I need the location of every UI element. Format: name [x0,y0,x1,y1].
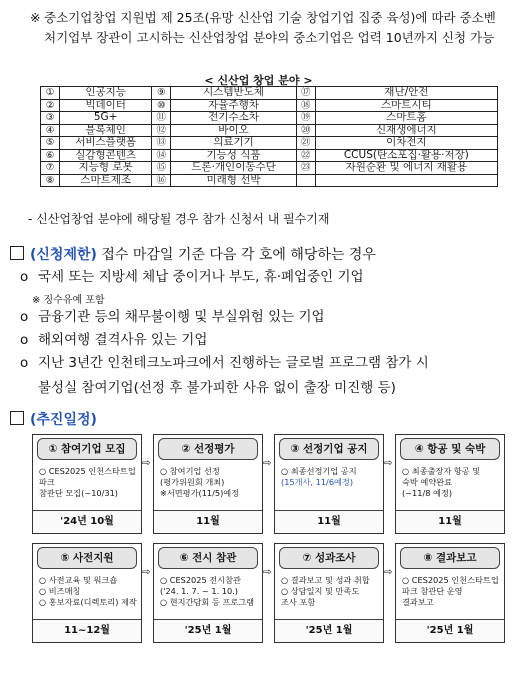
field-name: 지능형 로봇 [60,162,152,175]
field-number: ② [41,99,60,112]
step-description [154,569,262,623]
step-line: ○ 비즈매칭 [39,586,81,596]
schedule-step-card [395,434,505,534]
field-name: 스마트제조 [60,174,152,187]
field-number: ⑬ [152,137,171,150]
step-line: ○ 현지간담회 등 프로그램 [160,597,255,607]
field-name: 5G+ [60,112,152,125]
table-row [41,99,498,112]
step-title: ④ 항공 및 숙박 [400,438,500,460]
step-description [33,569,141,623]
table-row [41,174,498,187]
fields-footnote: - 신산업창업 분야에 해당될 경우 참가 신청서 내 필수기재 [28,212,330,226]
step-line: 숙박 예약완료 [402,477,453,487]
field-number: ⑰ [296,87,315,100]
field-name: 드론·개인이동수단 [171,162,296,175]
schedule-step-card [395,543,505,643]
step-title: ⑦ 성과조사 [279,547,379,569]
step-timing: '25년 1월 [396,619,504,642]
field-number: ⑥ [41,149,60,162]
field-name: 재난/안전 [315,87,497,100]
step-line: ○ 상담일지 및 만족도 [281,586,360,596]
restriction-intro: 접수 마감일 기준 다음 각 호에 해당하는 경우 [101,247,376,263]
field-number: ⑩ [152,99,171,112]
field-number: ① [41,87,60,100]
restriction-item: o 금융기관 등의 채무불이행 및 부실위험 있는 기업 [20,309,325,325]
checkbox-icon [10,411,24,425]
field-name: 시스템반도체 [171,87,296,100]
step-line: ○ 참여기업 선정 [160,466,220,476]
field-name: 이차전지 [315,137,497,150]
field-number: ⑪ [152,112,171,125]
field-number: ⑮ [152,162,171,175]
step-timing: '24년 10월 [33,510,141,533]
table-row [41,124,498,137]
fields-table-title: < 신산업 창업 분야 > [204,74,313,87]
schedule-title: (추진일정) [30,412,97,428]
step-description [275,460,383,514]
field-name: 스마트홈 [315,112,497,125]
step-timing: 11월 [396,510,504,533]
field-number: ⑤ [41,137,60,150]
field-name: 자원순환 및 에너지 재활용 [315,162,497,175]
step-line: (~11/8 예정) [402,488,453,498]
step-line: 결과보고 [402,597,434,607]
step-description [275,569,383,623]
step-description [33,460,141,514]
table-row [41,87,498,100]
note-text: 중소기업창업 지원법 제 25조(유망 신산업 기술 창업기업 집중 육성)에 따라 중소벤처기업부 장관이 고시하는 신산업창업 분야의 중소기업은 업력 10년까지 신청 가능 [44,10,496,45]
field-number: ⑭ [152,149,171,162]
field-name: 실감형콘텐츠 [60,149,152,162]
field-number: ⑯ [152,174,171,187]
step-line: ○ CES2025 인천스타트업파크 [39,466,136,487]
flow-arrow-icon: ⇨ [384,567,393,578]
table-row [41,162,498,175]
step-title: ③ 선정기업 공지 [279,438,379,460]
field-name: 자율주행차 [171,99,296,112]
step-title: ① 참여기업 모집 [37,438,137,460]
step-timing: '25년 1월 [154,619,262,642]
schedule-step-card [32,434,142,534]
field-name: 빅데이터 [60,99,152,112]
restriction-item: o 지난 3년간 인천테크노파크에서 진행하는 글로벌 프로그램 참가 시 [20,355,429,371]
restriction-subnote: ※ 징수유예 포함 [32,295,105,306]
field-name: 스마트시티 [315,99,497,112]
schedule-step-card [153,543,263,643]
restriction-item: o 국세 또는 지방세 체납 중이거나 부도, 휴·폐업중인 기업 [20,269,364,285]
field-name: 미래형 선박 [171,174,296,187]
field-name: 바이오 [171,124,296,137]
schedule-step-card [274,434,384,534]
step-timing: 11월 [154,510,262,533]
restriction-continuation: 불성실 참여기업(선정 후 불가피한 사유 없이 출장 미진행 등) [38,380,396,396]
step-line: ○ 최종출장자 항공 및 [402,466,481,476]
step-timing: '25년 1월 [275,619,383,642]
step-line: ○ CES2025 인천스타트업 [402,575,499,585]
step-description [396,460,504,514]
field-number: ㉑ [296,137,315,150]
schedule-step-card [32,543,142,643]
step-title: ⑧ 결과보고 [400,547,500,569]
step-title: ⑤ 사전지원 [37,547,137,569]
field-name: 블록체인 [60,124,152,137]
field-number: ㉓ [296,162,315,175]
restriction-heading [10,244,376,264]
note-mark: ※ [30,10,41,25]
flow-arrow-icon: ⇨ [263,458,272,469]
table-row [41,149,498,162]
field-number: ⑧ [41,174,60,187]
flow-arrow-icon: ⇨ [142,567,151,578]
field-name: 인공지능 [60,87,152,100]
schedule-step-card [153,434,263,534]
field-name: 신재생에너지 [315,124,497,137]
step-line: ○ 결과보고 및 성과 취합 [281,575,370,585]
step-highlight: (15개사, 11/6예정) [281,477,354,487]
table-row [41,137,498,150]
field-number: ⑨ [152,87,171,100]
field-name [315,174,497,187]
field-number: ㉒ [296,149,315,162]
schedule-step-card [274,543,384,643]
industry-fields-table [40,86,498,187]
field-name: 기능성 식품 [171,149,296,162]
schedule-heading [10,409,97,429]
step-line: 파크 참관단 운영 [402,586,463,596]
field-name: 의료기기 [171,137,296,150]
table-row [41,112,498,125]
field-number: ⑱ [296,99,315,112]
step-line: ('24. 1. 7. ~ 1. 10.) [160,586,238,596]
field-number: ③ [41,112,60,125]
step-description [396,569,504,623]
step-title: ⑥ 전시 참관 [158,547,258,569]
field-number: ⑳ [296,124,315,137]
step-line: (평가위원회 개최) [160,477,225,487]
field-name: 서비스플랫폼 [60,137,152,150]
step-line: ○ 홍보자료(디렉토리) 제작 [39,597,137,607]
step-line: ○ 최종선정기업 공지 [281,466,357,476]
step-timing: 11~12월 [33,619,141,642]
flow-arrow-icon: ⇨ [263,567,272,578]
checkbox-icon [10,246,24,260]
step-line: 조사 포함 [281,597,316,607]
restriction-title: (신청제한) [30,247,97,263]
field-number: ⑦ [41,162,60,175]
step-line: 참관단 모집(~10/31) [39,488,118,498]
step-timing: 11월 [275,510,383,533]
field-number: ⑲ [296,112,315,125]
field-number: ⑫ [152,124,171,137]
field-number [296,174,315,187]
step-line: ○ CES2025 전시참관 [160,575,241,585]
restriction-item: o 해외여행 결격사유 있는 기업 [20,332,208,348]
step-line: ○ 사전교육 및 워크숍 [39,575,118,585]
field-number: ④ [41,124,60,137]
field-name: 전기수소차 [171,112,296,125]
step-description [154,460,262,514]
field-name: CCUS(탄소포집·활용·저장) [315,149,497,162]
step-title: ② 선정평가 [158,438,258,460]
flow-arrow-icon: ⇨ [142,458,151,469]
flow-arrow-icon: ⇨ [384,458,393,469]
step-line: ※서면평가(11/5)예정 [160,488,240,498]
eligibility-note [30,8,506,48]
